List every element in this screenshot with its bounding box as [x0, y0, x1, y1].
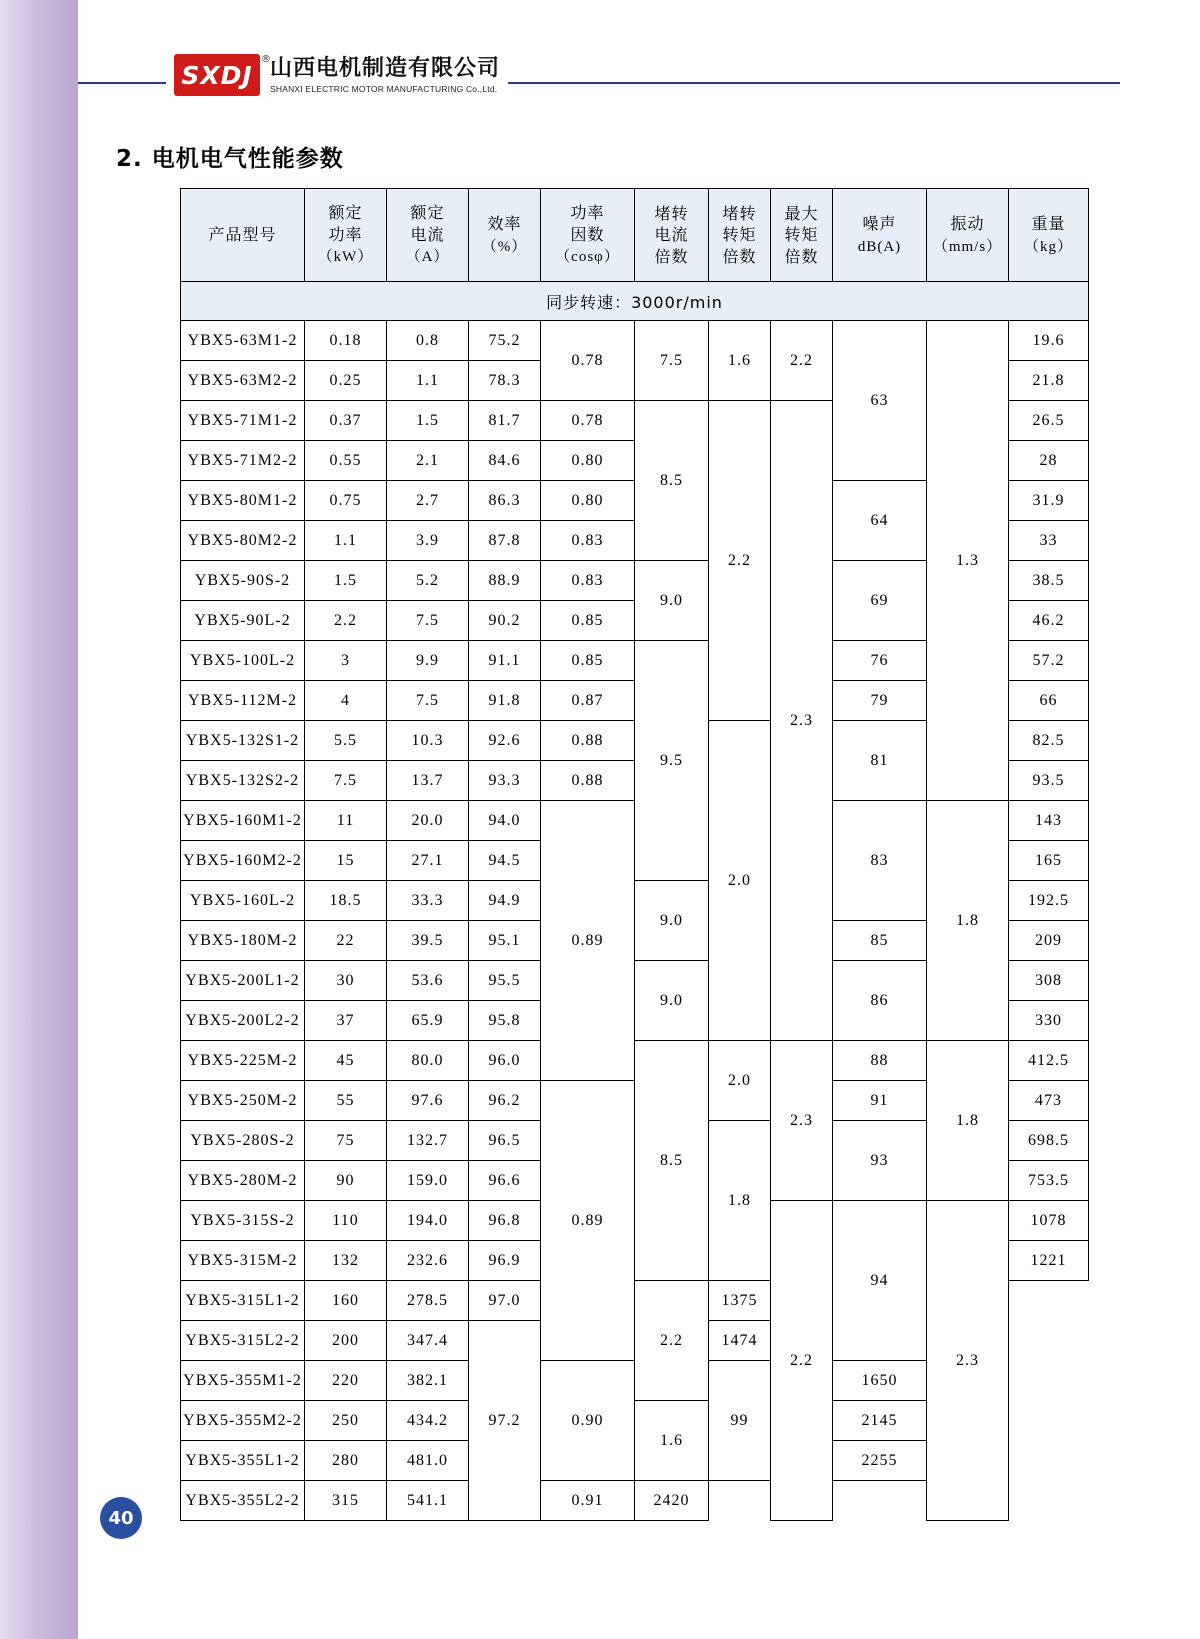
cell-rated-current: 481.0	[387, 1441, 469, 1481]
cell-rated-power: 3	[305, 641, 387, 681]
cell-rated-power: 37	[305, 1001, 387, 1041]
cell-model: YBX5-315S-2	[181, 1201, 305, 1241]
cell-weight: 412.5	[1009, 1041, 1089, 1081]
col-header-rated-current: 额定 电流 （A）	[387, 189, 469, 282]
cell-rated-current: 159.0	[387, 1161, 469, 1201]
cell-rated-current: 278.5	[387, 1281, 469, 1321]
cell-power-factor: 0.87	[541, 681, 635, 721]
cell-model: YBX5-200L2-2	[181, 1001, 305, 1041]
company-logo	[166, 54, 508, 96]
cell-model: YBX5-71M2-2	[181, 441, 305, 481]
col-header-weight: 重量 （kg）	[1009, 189, 1089, 282]
cell-weight: 33	[1009, 521, 1089, 561]
cell-rated-current: 7.5	[387, 601, 469, 641]
cell-rated-current: 3.9	[387, 521, 469, 561]
cell-efficiency: 97.0	[469, 1281, 541, 1321]
col-header-efficiency: 效率 （%）	[469, 189, 541, 282]
col-header-noise: 噪声 dB(A)	[833, 189, 927, 282]
cell-noise: 64	[833, 481, 927, 561]
col-header-locked-rotor-current: 堵转 电流 倍数	[635, 189, 709, 282]
cell-rated-current: 5.2	[387, 561, 469, 601]
cell-model: YBX5-355M1-2	[181, 1361, 305, 1401]
cell-power-factor: 0.88	[541, 721, 635, 761]
cell-model: YBX5-225M-2	[181, 1041, 305, 1081]
cell-weight: 1474	[709, 1321, 771, 1361]
cell-weight: 31.9	[1009, 481, 1089, 521]
cell-rated-power: 0.25	[305, 361, 387, 401]
cell-model: YBX5-71M1-2	[181, 401, 305, 441]
cell-locked-rotor-current: 9.0	[635, 961, 709, 1041]
cell-locked-rotor-torque: 2.2	[709, 401, 771, 721]
cell-locked-rotor-current: 9.5	[635, 641, 709, 881]
cell-efficiency: 97.2	[469, 1321, 541, 1521]
cell-max-torque: 2.2	[771, 1201, 833, 1521]
cell-locked-rotor-current: 9.0	[635, 561, 709, 641]
cell-power-factor: 0.91	[541, 1481, 635, 1521]
cell-rated-current: 194.0	[387, 1201, 469, 1241]
cell-weight: 698.5	[1009, 1121, 1089, 1161]
cell-rated-power: 1.5	[305, 561, 387, 601]
cell-efficiency: 96.2	[469, 1081, 541, 1121]
cell-weight: 1221	[1009, 1241, 1089, 1281]
cell-locked-rotor-torque: 1.8	[709, 1121, 771, 1281]
cell-efficiency: 96.0	[469, 1041, 541, 1081]
cell-locked-rotor-torque: 1.6	[709, 321, 771, 401]
col-header-power-factor: 功率 因数 （cosφ）	[541, 189, 635, 282]
cell-weight: 1650	[833, 1361, 927, 1401]
cell-model: YBX5-355L2-2	[181, 1481, 305, 1521]
cell-model: YBX5-132S1-2	[181, 721, 305, 761]
table-group-title-row	[181, 282, 1089, 321]
cell-model: YBX5-280M-2	[181, 1161, 305, 1201]
col-header-vibration: 振动 （mm/s）	[927, 189, 1009, 282]
col-header-model: 产品型号	[181, 189, 305, 282]
cell-efficiency: 91.8	[469, 681, 541, 721]
cell-power-factor: 0.85	[541, 641, 635, 681]
cell-model: YBX5-160L-2	[181, 881, 305, 921]
cell-rated-power: 7.5	[305, 761, 387, 801]
cell-model: YBX5-63M2-2	[181, 361, 305, 401]
cell-rated-power: 250	[305, 1401, 387, 1441]
cell-locked-rotor-torque: 1.6	[635, 1401, 709, 1481]
cell-rated-power: 220	[305, 1361, 387, 1401]
cell-weight: 82.5	[1009, 721, 1089, 761]
cell-rated-power: 11	[305, 801, 387, 841]
cell-rated-power: 280	[305, 1441, 387, 1481]
cell-rated-power: 0.55	[305, 441, 387, 481]
cell-rated-power: 90	[305, 1161, 387, 1201]
cell-model: YBX5-315L1-2	[181, 1281, 305, 1321]
col-header-rated-power: 额定 功率 （kW）	[305, 189, 387, 282]
cell-rated-current: 232.6	[387, 1241, 469, 1281]
cell-max-torque: 2.2	[771, 321, 833, 401]
cell-rated-power: 0.75	[305, 481, 387, 521]
cell-rated-power: 200	[305, 1321, 387, 1361]
cell-efficiency: 94.0	[469, 801, 541, 841]
cell-weight: 192.5	[1009, 881, 1089, 921]
col-header-max-torque: 最大 转矩 倍数	[771, 189, 833, 282]
cell-model: YBX5-180M-2	[181, 921, 305, 961]
cell-power-factor: 0.78	[541, 321, 635, 401]
cell-rated-power: 4	[305, 681, 387, 721]
cell-rated-power: 75	[305, 1121, 387, 1161]
cell-rated-power: 0.18	[305, 321, 387, 361]
cell-model: YBX5-355M2-2	[181, 1401, 305, 1441]
cell-model: YBX5-160M2-2	[181, 841, 305, 881]
cell-max-torque: 2.3	[771, 401, 833, 1041]
cell-model: YBX5-315L2-2	[181, 1321, 305, 1361]
document-page	[78, 0, 1200, 1639]
cell-efficiency: 93.3	[469, 761, 541, 801]
cell-vibration: 1.8	[927, 801, 1009, 1041]
cell-power-factor: 0.89	[541, 801, 635, 1081]
cell-rated-current: 0.8	[387, 321, 469, 361]
cell-noise: 81	[833, 721, 927, 801]
cell-weight: 1078	[1009, 1201, 1089, 1241]
cell-weight: 209	[1009, 921, 1089, 961]
cell-rated-power: 15	[305, 841, 387, 881]
cell-rated-current: 1.1	[387, 361, 469, 401]
cell-model: YBX5-160M1-2	[181, 801, 305, 841]
cell-locked-rotor-torque: 2.0	[709, 1041, 771, 1121]
cell-rated-current: 7.5	[387, 681, 469, 721]
page-number-badge: 40	[100, 1497, 142, 1539]
cell-rated-current: 20.0	[387, 801, 469, 841]
cell-model: YBX5-315M-2	[181, 1241, 305, 1281]
cell-efficiency: 92.6	[469, 721, 541, 761]
cell-rated-current: 10.3	[387, 721, 469, 761]
table-row	[181, 1041, 1089, 1081]
cell-efficiency: 81.7	[469, 401, 541, 441]
cell-noise: 94	[833, 1201, 927, 1361]
cell-weight: 38.5	[1009, 561, 1089, 601]
cell-locked-rotor-current: 9.0	[635, 881, 709, 961]
cell-rated-power: 18.5	[305, 881, 387, 921]
cell-rated-current: 132.7	[387, 1121, 469, 1161]
cell-noise: 63	[833, 321, 927, 481]
cell-weight: 473	[1009, 1081, 1089, 1121]
cell-weight: 66	[1009, 681, 1089, 721]
cell-vibration: 2.3	[927, 1201, 1009, 1521]
cell-noise: 76	[833, 641, 927, 681]
table-header-row	[181, 189, 1089, 282]
cell-rated-current: 53.6	[387, 961, 469, 1001]
cell-noise: 69	[833, 561, 927, 641]
cell-rated-current: 1.5	[387, 401, 469, 441]
cell-efficiency: 78.3	[469, 361, 541, 401]
cell-efficiency: 96.5	[469, 1121, 541, 1161]
page-header	[78, 48, 1120, 110]
logo-mark-text: SXDJ	[181, 60, 253, 90]
cell-noise: 88	[833, 1041, 927, 1081]
cell-weight: 2145	[833, 1401, 927, 1441]
cell-vibration: 1.8	[927, 1041, 1009, 1201]
cell-weight: 143	[1009, 801, 1089, 841]
cell-rated-power: 160	[305, 1281, 387, 1321]
cell-weight: 1375	[709, 1281, 771, 1321]
cell-weight: 26.5	[1009, 401, 1089, 441]
cell-efficiency: 94.5	[469, 841, 541, 881]
cell-power-factor: 0.90	[541, 1361, 635, 1481]
cell-max-torque: 2.3	[771, 1041, 833, 1201]
cell-efficiency: 95.8	[469, 1001, 541, 1041]
cell-power-factor: 0.83	[541, 521, 635, 561]
cell-rated-power: 22	[305, 921, 387, 961]
cell-weight: 21.8	[1009, 361, 1089, 401]
cell-model: YBX5-200L1-2	[181, 961, 305, 1001]
cell-weight: 46.2	[1009, 601, 1089, 641]
cell-model: YBX5-80M2-2	[181, 521, 305, 561]
cell-rated-power: 5.5	[305, 721, 387, 761]
cell-power-factor: 0.80	[541, 441, 635, 481]
cell-rated-current: 97.6	[387, 1081, 469, 1121]
table-row	[181, 321, 1089, 361]
cell-rated-current: 382.1	[387, 1361, 469, 1401]
cell-efficiency: 96.6	[469, 1161, 541, 1201]
cell-vibration: 1.3	[927, 321, 1009, 801]
cell-power-factor: 0.80	[541, 481, 635, 521]
cell-rated-current: 9.9	[387, 641, 469, 681]
cell-rated-power: 30	[305, 961, 387, 1001]
page-title: 2. 电机电气性能参数	[116, 146, 344, 172]
cell-rated-power: 1.1	[305, 521, 387, 561]
cell-model: YBX5-80M1-2	[181, 481, 305, 521]
cell-weight: 57.2	[1009, 641, 1089, 681]
cell-weight: 330	[1009, 1001, 1089, 1041]
cell-power-factor: 0.85	[541, 601, 635, 641]
cell-efficiency: 75.2	[469, 321, 541, 361]
cell-rated-current: 2.7	[387, 481, 469, 521]
group-title-synchronous-speed: 同步转速：3000r/min	[181, 282, 1089, 321]
cell-rated-power: 45	[305, 1041, 387, 1081]
cell-rated-current: 541.1	[387, 1481, 469, 1521]
cell-efficiency: 90.2	[469, 601, 541, 641]
cell-rated-current: 80.0	[387, 1041, 469, 1081]
cell-efficiency: 84.6	[469, 441, 541, 481]
cell-rated-power: 55	[305, 1081, 387, 1121]
cell-efficiency: 96.9	[469, 1241, 541, 1281]
cell-weight: 93.5	[1009, 761, 1089, 801]
cell-efficiency: 96.8	[469, 1201, 541, 1241]
cell-efficiency: 95.1	[469, 921, 541, 961]
logo-mark-icon	[174, 54, 272, 96]
cell-efficiency: 86.3	[469, 481, 541, 521]
cell-model: YBX5-90S-2	[181, 561, 305, 601]
cell-weight: 753.5	[1009, 1161, 1089, 1201]
registered-mark-icon: ®	[261, 54, 272, 65]
cell-power-factor: 0.83	[541, 561, 635, 601]
cell-noise: 91	[833, 1081, 927, 1121]
cell-rated-current: 33.3	[387, 881, 469, 921]
cell-rated-power: 110	[305, 1201, 387, 1241]
cell-weight: 308	[1009, 961, 1089, 1001]
cell-rated-power: 132	[305, 1241, 387, 1281]
col-header-locked-rotor-torque: 堵转 转矩 倍数	[709, 189, 771, 282]
cell-rated-power: 315	[305, 1481, 387, 1521]
cell-rated-power: 0.37	[305, 401, 387, 441]
cell-rated-current: 65.9	[387, 1001, 469, 1041]
cell-weight: 2420	[635, 1481, 709, 1521]
cell-rated-current: 13.7	[387, 761, 469, 801]
cell-power-factor: 0.78	[541, 401, 635, 441]
cell-efficiency: 87.8	[469, 521, 541, 561]
cell-noise: 86	[833, 961, 927, 1041]
cell-rated-power: 2.2	[305, 601, 387, 641]
cell-model: YBX5-112M-2	[181, 681, 305, 721]
cell-locked-rotor-current: 8.5	[635, 401, 709, 561]
company-name-cn: 山西电机制造有限公司	[270, 56, 501, 82]
cell-rated-current: 27.1	[387, 841, 469, 881]
cell-weight: 28	[1009, 441, 1089, 481]
motor-spec-table	[180, 188, 1089, 1521]
cell-noise: 93	[833, 1121, 927, 1201]
cell-rated-current: 434.2	[387, 1401, 469, 1441]
company-name-en: SHANXI ELECTRIC MOTOR MANUFACTURING Co.,Ltd.	[270, 83, 498, 94]
cell-locked-rotor-torque: 2.2	[635, 1281, 709, 1401]
cell-model: YBX5-280S-2	[181, 1121, 305, 1161]
company-name-block	[270, 56, 500, 93]
cell-model: YBX5-355L1-2	[181, 1441, 305, 1481]
cell-model: YBX5-132S2-2	[181, 761, 305, 801]
decorative-left-band	[0, 0, 78, 1639]
cell-noise: 83	[833, 801, 927, 921]
cell-model: YBX5-90L-2	[181, 601, 305, 641]
cell-power-factor: 0.89	[541, 1081, 635, 1361]
cell-rated-current: 2.1	[387, 441, 469, 481]
spec-table-wrap	[180, 188, 1073, 1521]
cell-efficiency: 94.9	[469, 881, 541, 921]
cell-noise: 85	[833, 921, 927, 961]
cell-locked-rotor-current: 7.5	[635, 321, 709, 401]
cell-noise: 79	[833, 681, 927, 721]
cell-locked-rotor-current: 8.5	[635, 1041, 709, 1281]
cell-efficiency: 91.1	[469, 641, 541, 681]
cell-locked-rotor-torque: 2.0	[709, 721, 771, 1041]
cell-power-factor: 0.88	[541, 761, 635, 801]
cell-noise: 99	[709, 1361, 771, 1481]
cell-efficiency: 95.5	[469, 961, 541, 1001]
cell-weight: 19.6	[1009, 321, 1089, 361]
cell-rated-current: 347.4	[387, 1321, 469, 1361]
cell-model: YBX5-250M-2	[181, 1081, 305, 1121]
cell-weight: 2255	[833, 1441, 927, 1481]
cell-weight: 165	[1009, 841, 1089, 881]
cell-efficiency: 88.9	[469, 561, 541, 601]
spec-table-body	[181, 321, 1089, 1521]
cell-model: YBX5-100L-2	[181, 641, 305, 681]
cell-model: YBX5-63M1-2	[181, 321, 305, 361]
cell-rated-current: 39.5	[387, 921, 469, 961]
